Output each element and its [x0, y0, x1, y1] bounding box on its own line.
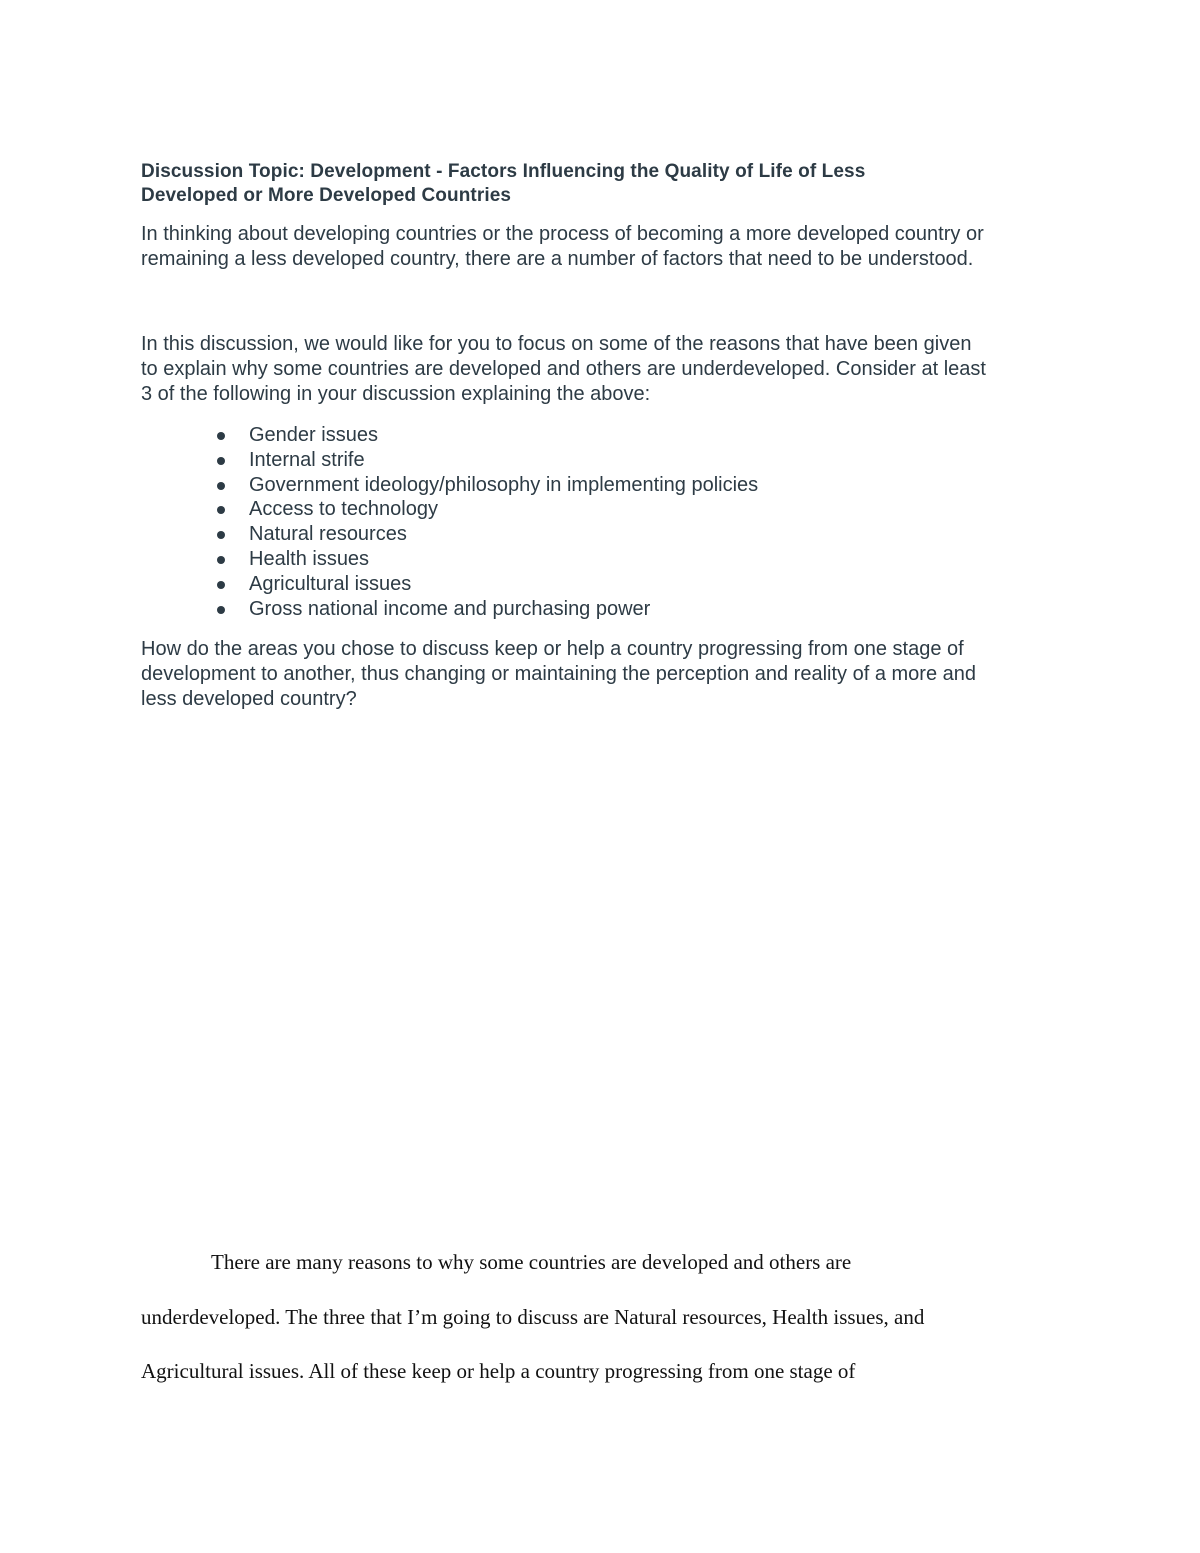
list-item-text: Gender issues [249, 424, 378, 446]
factor-list [141, 423, 1071, 621]
list-item-text: Internal strife [249, 448, 365, 471]
list-item [249, 547, 1071, 572]
essay-line: There are many reasons to why some countries are developed and others are [211, 1250, 852, 1274]
bullet-icon [217, 482, 225, 490]
paragraph-line: How do the areas you chose to discuss keep or help a country progressing from one stage of [141, 638, 964, 661]
list-item [249, 423, 1071, 448]
essay-line: underdeveloped. The three that I’m going to discuss are Natural resources, Health issues, and [141, 1304, 925, 1329]
list-item [249, 473, 1071, 498]
bullet-icon [217, 457, 225, 465]
bullet-icon [217, 432, 225, 440]
list-item [249, 572, 1071, 597]
paragraph-line: less developed country? [141, 688, 357, 711]
list-item-text: Natural resources [249, 523, 407, 546]
paragraph-line: 3 of the following in your discussion explaining the above: [141, 383, 651, 405]
list-item-text: Gross national income and purchasing power [249, 597, 651, 620]
bullet-icon [217, 556, 225, 564]
essay-body [141, 1244, 1061, 1408]
paragraph-line: development to another, thus changing or maintaining the perception and reality of a more and [141, 663, 976, 686]
bullet-icon [217, 606, 225, 614]
focus-paragraph [141, 332, 1071, 407]
list-item-text: Government ideology/philosophy in implementing policies [249, 473, 759, 496]
title-line: Developed or More Developed Countries [141, 185, 512, 206]
bullet-icon [217, 581, 225, 589]
discussion-prompt [141, 160, 1071, 712]
discussion-title [141, 160, 1071, 208]
title-line: Discussion Topic: Development - Factors Influencing the Quality of Life of Less [141, 161, 866, 182]
bullet-icon [217, 531, 225, 539]
essay-line: Agricultural issues. All of these keep or help a country progressing from one stage of [141, 1359, 856, 1383]
list-item-text: Access to technology [249, 498, 438, 521]
list-item-text: Agricultural issues [249, 572, 412, 595]
intro-paragraph [141, 222, 1071, 272]
list-item [249, 597, 1071, 622]
list-item [249, 497, 1071, 522]
paragraph-line: to explain why some countries are developed and others are underdeveloped. Consider at least [141, 358, 986, 380]
bullet-icon [217, 506, 225, 514]
question-paragraph [141, 637, 1071, 712]
paragraph-line: remaining a less developed country, there are a number of factors that need to be understood. [141, 248, 974, 270]
list-item [249, 448, 1071, 473]
paragraph-line: In this discussion, we would like for you to focus on some of the reasons that have been given [141, 333, 972, 355]
list-item [249, 522, 1071, 547]
paragraph-line: In thinking about developing countries or the process of becoming a more developed country or [141, 223, 984, 245]
list-item-text: Health issues [249, 547, 370, 570]
